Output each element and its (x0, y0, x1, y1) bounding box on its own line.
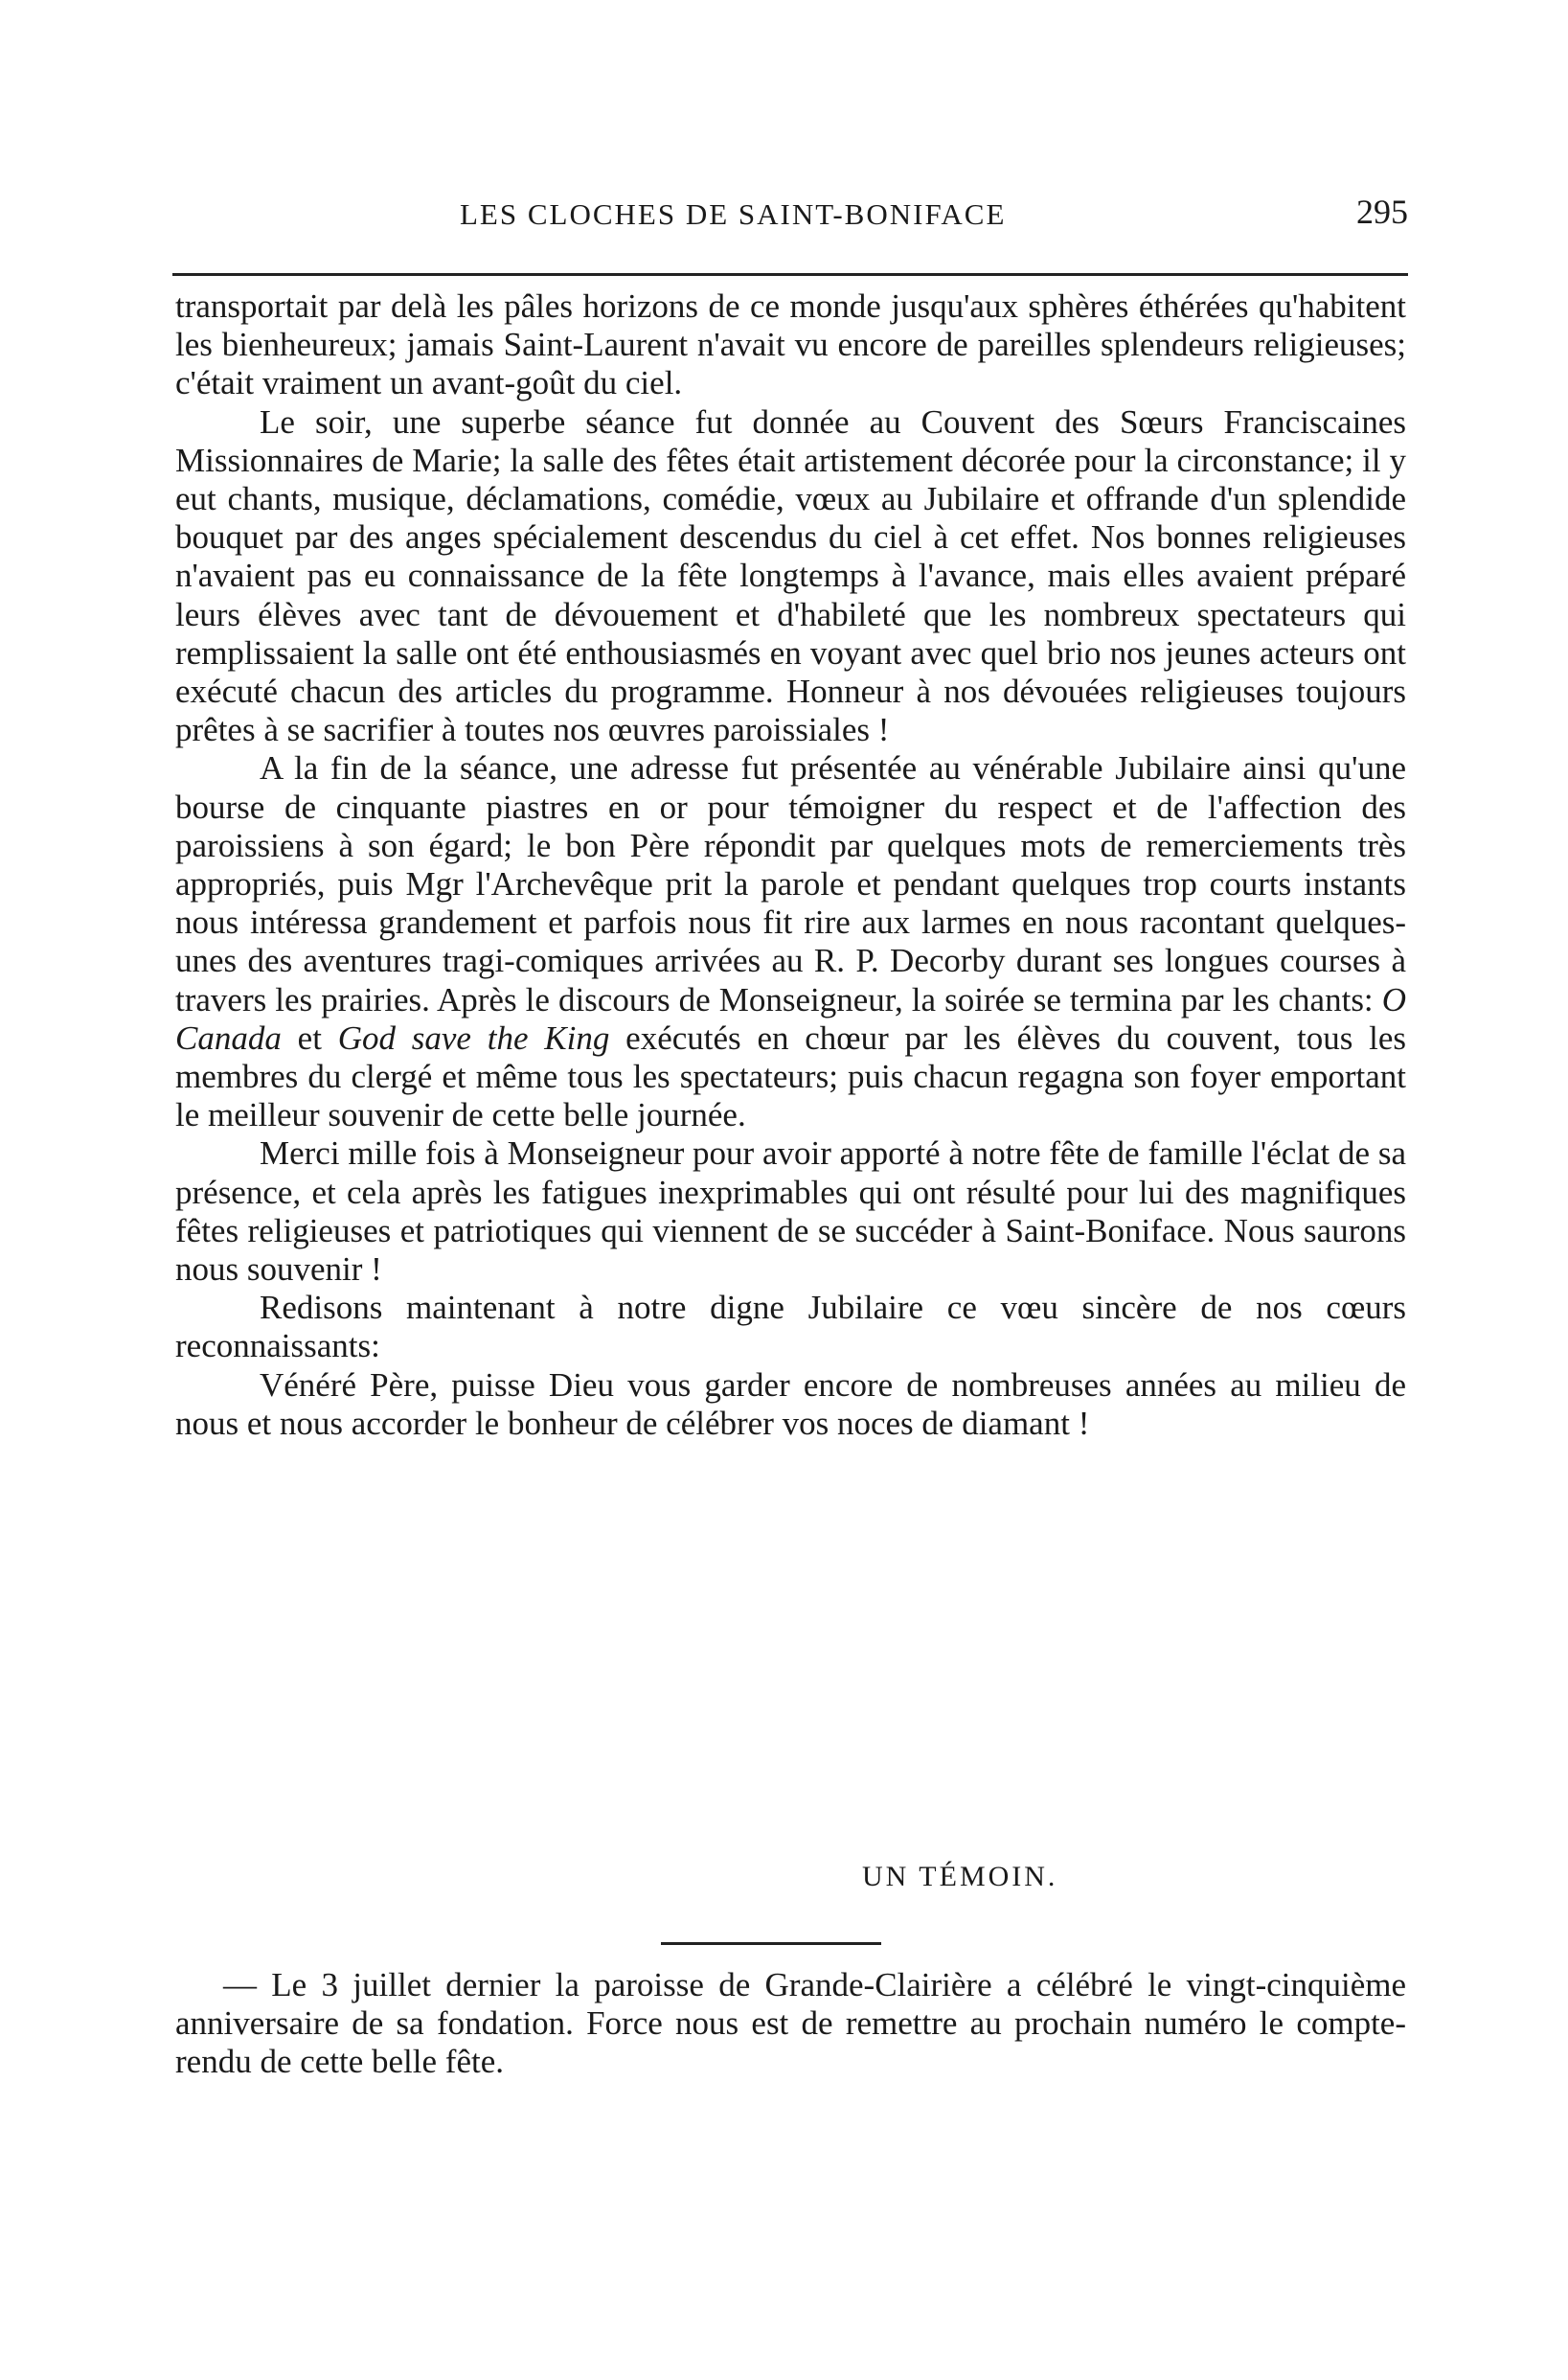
news-note (175, 1966, 1406, 2082)
signature: UN TÉMOIN. (862, 1861, 1058, 1892)
paragraph-with-songs (175, 749, 1406, 1134)
paragraph: Le soir, une superbe séance fut donnée au Couvent des Sœurs Franciscaines Missionnaires de Marie; la salle des fêtes était artistement décorée pour la circonstance; il y eut chants, musique, déclamations, comédie, vœux au Jubilaire et offrande d'un splendide bouquet par des anges spécialement descendus du ciel à cet effet. Nos bonnes religieuses n'avaient pas eu connaissance de la fête longtemps à l'avance, mais elles avaient préparé leurs élèves avec tant de dévouement et d'habileté que les nombreux spectateurs qui remplissaient la salle ont été enthousiasmés en voyant avec quel brio nos jeunes acteurs ont exécuté chacun des articles du programme. Honneur à nos dévouées religieuses toujours prêtes à se sacrifier à toutes nos œuvres paroissiales ! (175, 402, 1406, 749)
page-number: 295 (1356, 193, 1408, 231)
running-title: LES CLOCHES DE SAINT-BONIFACE (460, 197, 1007, 231)
article-body (175, 287, 1406, 1443)
header-rule (172, 273, 1408, 276)
note-paragraph: — Le 3 juillet dernier la paroisse de Grande-Clairière a célébré le vingt-cinquième anniversaire de sa fondation. Force nous est de remettre au prochain numéro le compte-rendu de cette belle fête. (175, 1966, 1406, 2081)
paragraph: Redisons maintenant à notre digne Jubilaire ce vœu sincère de nos cœurs reconnaissants: (175, 1289, 1406, 1365)
paragraph-text: A la fin de la séance, une adresse fut présentée au vénérable Jubilaire ainsi qu'une bourse de cinquante piastres en or pour témoigner du respect et de l'affection des paroissiens à son égard; le bon Père répondit par quelques mots de remerciements très appropriés, puis Mgr l'Archevêque prit la parole et pendant quelques trop courts instants nous intéressa grandement et parfois nous fit rire aux larmes en nous racontant quelques-unes des aventures tragi-comiques arrivées au R. P. Decorby durant ses longues courses à travers les prairies. Après le discours de Monseigneur, la soirée se termina par les chants: (175, 749, 1406, 1018)
page-header (172, 193, 1408, 245)
paragraph: Merci mille fois à Monseigneur pour avoir apporté à notre fête de famille l'éclat de sa présence, et cela après les fatigues inexprimables qui ont résulté pour lui des magnifiques fêtes religieuses et patriotiques qui viennent de se succéder à Saint-Boniface. Nous saurons nous souvenir ! (175, 1134, 1406, 1289)
paragraph: Vénéré Père, puisse Dieu vous garder encore de nombreuses années au milieu de nous et nous accorder le bonheur de célébrer vos noces de diamant ! (175, 1365, 1406, 1442)
conjunction: et (297, 1018, 322, 1057)
paragraph: transportait par delà les pâles horizons de ce monde jusqu'aux sphères éthérées qu'habitent les bienheureux; jamais Saint-Laurent n'avait vu encore de pareilles splendeurs religieuses; c'était vraiment un avant-goût du ciel. (175, 287, 1406, 402)
paragraph-text: exécutés en chœur par les élèves du couvent, tous les membres du clergé et même tous les spectateurs; puis chacun regagna son foyer emportant le meilleur souvenir de cette belle journée. (175, 1018, 1407, 1134)
song-title: O Canada (175, 980, 1406, 1057)
song-title: God save the King (337, 1018, 610, 1057)
section-divider (661, 1942, 881, 1945)
